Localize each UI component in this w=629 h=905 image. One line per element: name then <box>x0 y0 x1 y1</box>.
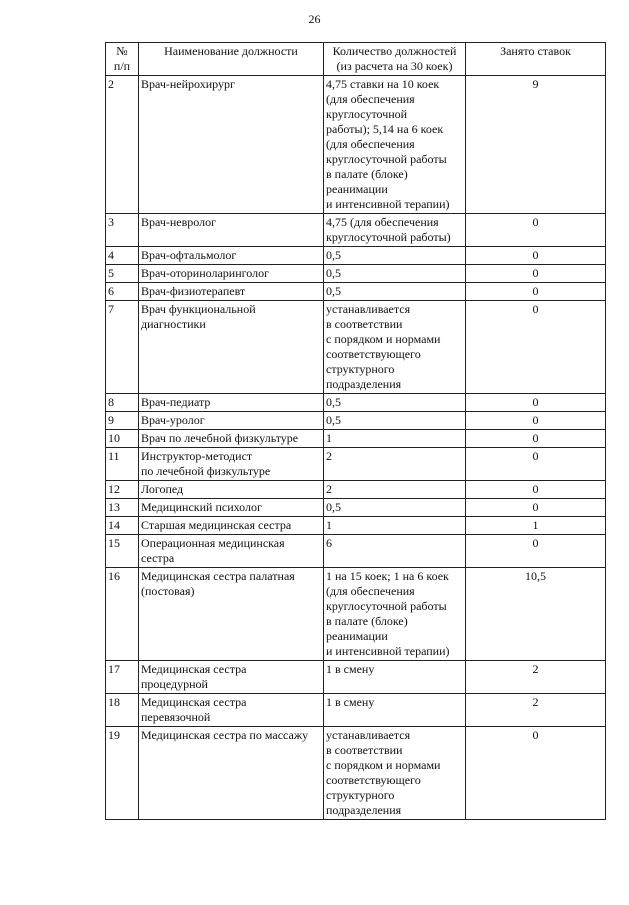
position-name: Медицинская сестра палатная (постовая) <box>139 568 324 661</box>
table-row <box>106 694 606 727</box>
position-name: Операционная медицинская сестра <box>139 535 324 568</box>
occupied-rates: 2 <box>466 661 606 694</box>
position-name: Логопед <box>139 481 324 499</box>
position-count: 1 <box>324 517 466 535</box>
row-number: 10 <box>106 430 139 448</box>
position-count: 1 <box>324 430 466 448</box>
position-name: Врач функциональной диагностики <box>139 301 324 394</box>
position-name: Медицинская сестра по массажу <box>139 727 324 820</box>
row-number: 3 <box>106 214 139 247</box>
row-number: 2 <box>106 76 139 214</box>
position-count: 0,5 <box>324 499 466 517</box>
position-count: 1 на 15 коек; 1 на 6 коек (для обеспечения круглосуточной работы в палате (блоке) реанимации и интенсивной терапии) <box>324 568 466 661</box>
table-row <box>106 283 606 301</box>
table-row <box>106 727 606 820</box>
occupied-rates: 0 <box>466 727 606 820</box>
position-count: устанавливается в соответствии с порядком и нормами соответствующего структурного подразделения <box>324 727 466 820</box>
position-name: Инструктор-методист по лечебной физкультуре <box>139 448 324 481</box>
position-count: 4,75 ставки на 10 коек (для обеспечения круглосуточной работы); 5,14 на 6 коек (для обеспечения круглосуточной работы в палате (блоке) реанимации и интенсивной терапии) <box>324 76 466 214</box>
table-row <box>106 214 606 247</box>
position-count: 0,5 <box>324 412 466 430</box>
table-row <box>106 394 606 412</box>
position-count: 2 <box>324 448 466 481</box>
row-number: 6 <box>106 283 139 301</box>
position-count: 0,5 <box>324 283 466 301</box>
position-name: Врач-нейрохирург <box>139 76 324 214</box>
position-name: Старшая медицинская сестра <box>139 517 324 535</box>
position-name: Врач по лечебной физкультуре <box>139 430 324 448</box>
occupied-rates: 0 <box>466 394 606 412</box>
occupied-rates: 2 <box>466 694 606 727</box>
table-row <box>106 535 606 568</box>
table-row <box>106 412 606 430</box>
row-number: 8 <box>106 394 139 412</box>
row-number: 11 <box>106 448 139 481</box>
position-name: Врач-педиатр <box>139 394 324 412</box>
row-number: 19 <box>106 727 139 820</box>
occupied-rates: 0 <box>466 535 606 568</box>
occupied-rates: 0 <box>466 499 606 517</box>
occupied-rates: 0 <box>466 448 606 481</box>
occupied-rates: 0 <box>466 481 606 499</box>
occupied-rates: 1 <box>466 517 606 535</box>
row-number: 14 <box>106 517 139 535</box>
row-number: 18 <box>106 694 139 727</box>
position-count: устанавливается в соответствии с порядком и нормами соответствующего структурного подразделения <box>324 301 466 394</box>
position-count: 6 <box>324 535 466 568</box>
position-name: Врач-оториноларинголог <box>139 265 324 283</box>
occupied-rates: 0 <box>466 214 606 247</box>
table-row <box>106 448 606 481</box>
header-position-name: Наименование должности <box>139 43 324 76</box>
occupied-rates: 9 <box>466 76 606 214</box>
table-row <box>106 265 606 283</box>
position-name: Медицинская сестра процедурной <box>139 661 324 694</box>
position-name: Врач-невролог <box>139 214 324 247</box>
header-occupied-rates: Занято ставок <box>466 43 606 76</box>
position-count: 0,5 <box>324 247 466 265</box>
position-name: Медицинская сестра перевязочной <box>139 694 324 727</box>
occupied-rates: 0 <box>466 301 606 394</box>
row-number: 9 <box>106 412 139 430</box>
table-row <box>106 568 606 661</box>
position-name: Врач-офтальмолог <box>139 247 324 265</box>
header-num: № п/п <box>106 43 139 76</box>
row-number: 16 <box>106 568 139 661</box>
row-number: 12 <box>106 481 139 499</box>
header-position-count: Количество должностей (из расчета на 30 коек) <box>324 43 466 76</box>
position-name: Врач-уролог <box>139 412 324 430</box>
table-row <box>106 517 606 535</box>
occupied-rates: 10,5 <box>466 568 606 661</box>
table-row <box>106 499 606 517</box>
position-count: 2 <box>324 481 466 499</box>
occupied-rates: 0 <box>466 430 606 448</box>
staffing-table <box>105 42 606 820</box>
row-number: 15 <box>106 535 139 568</box>
occupied-rates: 0 <box>466 412 606 430</box>
position-count: 0,5 <box>324 265 466 283</box>
position-count: 4,75 (для обеспечения круглосуточной работы) <box>324 214 466 247</box>
table-row <box>106 301 606 394</box>
table-row <box>106 76 606 214</box>
row-number: 17 <box>106 661 139 694</box>
table-header-row <box>106 43 606 76</box>
row-number: 13 <box>106 499 139 517</box>
table-row <box>106 430 606 448</box>
table-row <box>106 661 606 694</box>
row-number: 4 <box>106 247 139 265</box>
page-number: 26 <box>308 12 321 26</box>
row-number: 5 <box>106 265 139 283</box>
occupied-rates: 0 <box>466 247 606 265</box>
occupied-rates: 0 <box>466 283 606 301</box>
table-row <box>106 481 606 499</box>
position-count: 1 в смену <box>324 694 466 727</box>
occupied-rates: 0 <box>466 265 606 283</box>
position-name: Медицинский психолог <box>139 499 324 517</box>
position-count: 1 в смену <box>324 661 466 694</box>
table-row <box>106 247 606 265</box>
position-count: 0,5 <box>324 394 466 412</box>
row-number: 7 <box>106 301 139 394</box>
position-name: Врач-физиотерапевт <box>139 283 324 301</box>
